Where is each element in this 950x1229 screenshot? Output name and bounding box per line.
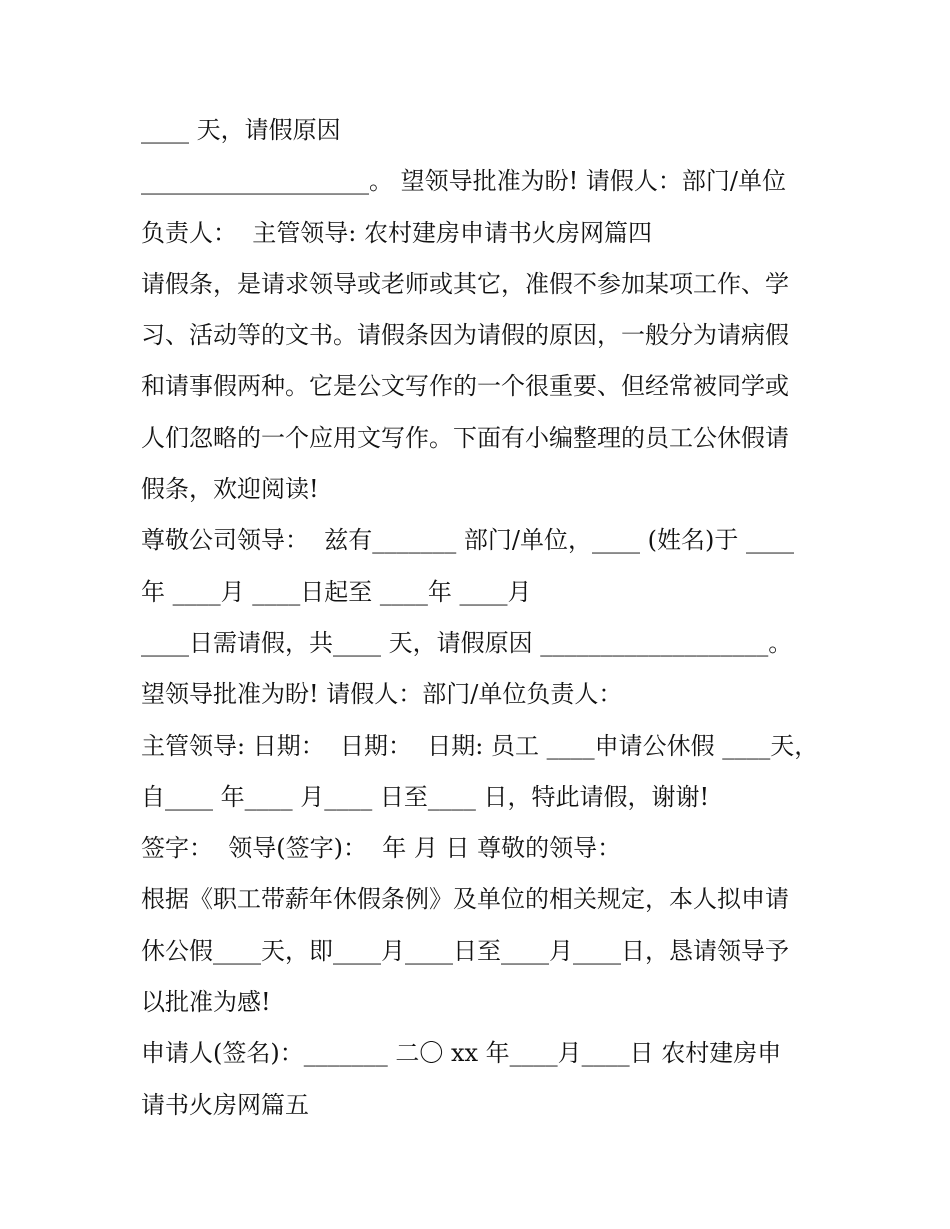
document-body [141,108,831,1134]
text-line: 尊敬公司领导： 兹有_______ 部门/单位，____ (姓名)于 ____ [141,526,794,555]
text-line: 自____ 年____ 月____ 日至____ 日，特此请假，谢谢! [141,782,710,811]
text-line: 负责人： 主管领导: 农村建房申请书火房网篇四 [141,218,652,247]
text-line: ____ 天，请假原因 [141,116,341,144]
text-line: 习、活动等的文书。请假条因为请假的原因，一般分为请病假 [141,321,789,350]
text-line: 人们忽略的一个应用文写作。下面有小编整理的员工公休假请 [141,423,789,452]
text-line: 以批准为感! [141,988,271,1017]
text-line: ___________________。 望领导批准为盼! 请假人：部门/单位 [141,167,786,196]
text-line: 签字： 领导(签字)： 年 月 日 尊敬的领导： [141,834,622,863]
text-line: 望领导批准为盼! 请假人：部门/单位负责人： [141,680,623,709]
text-line: 年 ____月 ____日起至 ____年 ____月 [141,577,532,606]
text-line: 请书火房网篇五 [141,1090,309,1119]
text-line: 假条，欢迎阅读! [141,475,319,504]
text-line: 申请人(签名)：_______ 二〇 xx 年____月____日 农村建房申 [141,1039,782,1068]
text-line: ____日需请假，共____ 天，请假原因 ___________________。 [141,628,793,657]
text-line: 休公假____天，即____月____日至____月____日，恳请领导予 [141,936,789,965]
text-line: 和请事假两种。它是公文写作的一个很重要、但经常被同学或 [141,372,789,401]
text-line: 根据《职工带薪年休假条例》及单位的相关规定，本人拟申请 [141,885,789,914]
text-line: 请假条，是请求领导或老师或其它，准假不参加某项工作、学 [141,269,789,298]
text-line: 主管领导: 日期： 日期： 日期: 员工 ____申请公休假 ____天， [141,731,819,760]
